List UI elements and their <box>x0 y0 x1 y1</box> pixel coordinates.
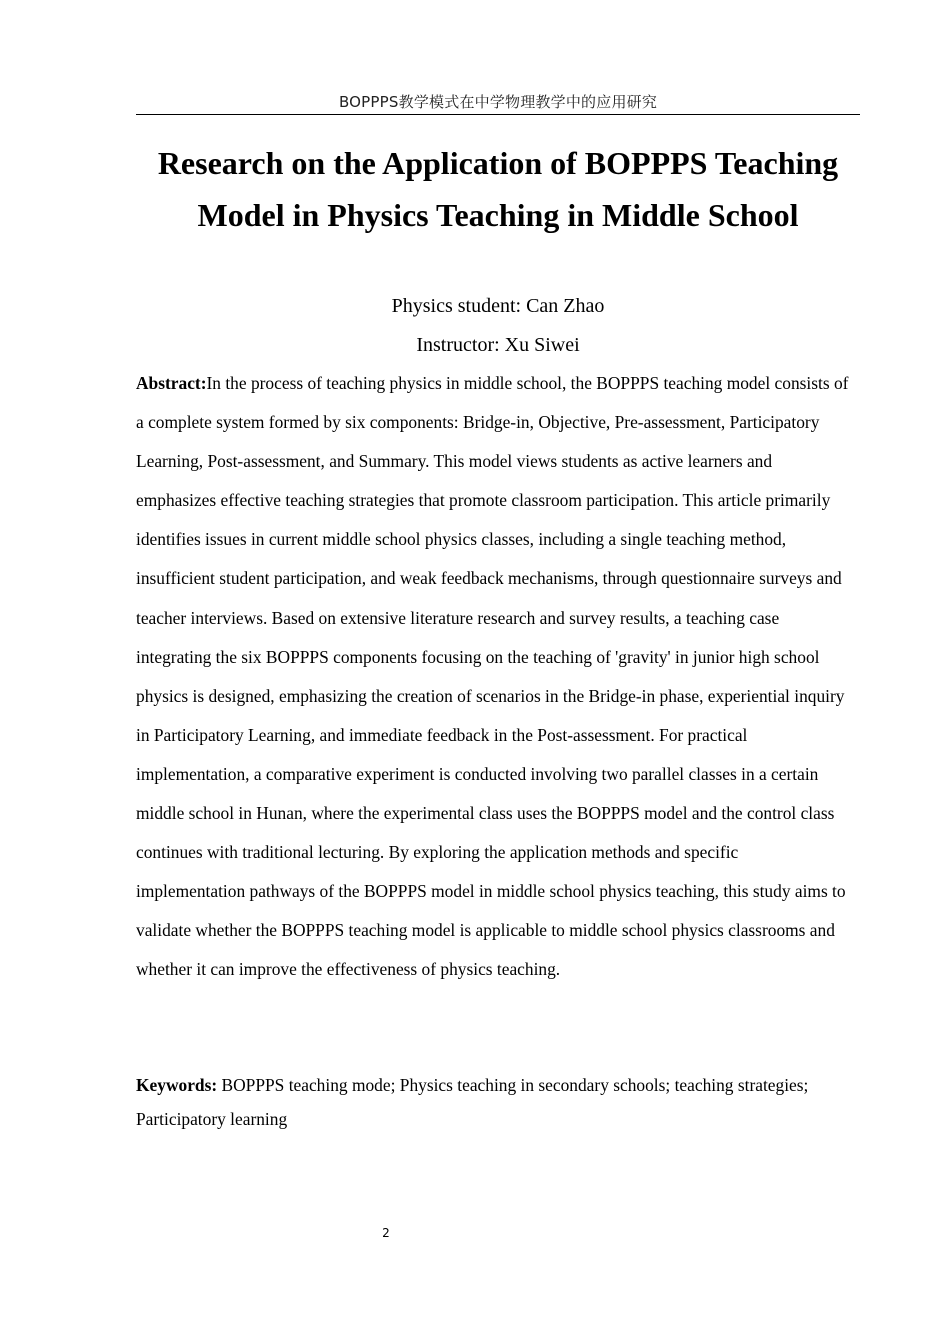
page-number: 2 <box>382 1226 390 1240</box>
abstract-paragraph <box>136 364 850 990</box>
keywords-text: BOPPPS teaching mode; Physics teaching in secondary schools; teaching strategies; Participatory learning <box>136 1075 809 1129</box>
keywords-label: Keywords: <box>136 1075 218 1095</box>
running-header: BOPPPS教学模式在中学物理教学中的应用研究 <box>136 92 860 115</box>
paper-title: Research on the Application of BOPPPS Teaching Model in Physics Teaching in Middle School <box>157 145 839 233</box>
instructor-byline: Instructor: Xu Siwei <box>416 334 580 356</box>
abstract-text: In the process of teaching physics in middle school, the BOPPPS teaching model consists of a complete system formed by six components: Bridge-in, Objective, Pre-assessment, Participatory Learning, Post-assessment, and Summary. This model views students as active learners and emphasizes effective teaching strategies that promote classroom participation. This article primarily identifies issues in current middle school physics classes, including a single teaching method, insufficient student participation, and weak feedback mechanisms, through questionnaire surveys and teacher interviews. Based on extensive literature research and survey results, a teaching case integrating the six BOPPPS components focusing on the teaching of 'gravity' in junior high school physics is designed, emphasizing the creation of scenarios in the Bridge-in phase, experiential inquiry in Participatory Learning, and immediate feedback in the Post-assessment. For practical implementation, a comparative experiment is conducted involving two parallel classes in a certain middle school in Hunan, where the experimental class uses the BOPPPS model and the control class continues with traditional lecturing. By exploring the application methods and specific implementation pathways of the BOPPPS model in middle school physics teaching, this study aims to validate whether the BOPPPS teaching model is applicable to middle school physics classrooms and whether it can improve the effectiveness of physics teaching. <box>136 373 849 980</box>
student-byline: Physics student: Can Zhao <box>391 295 605 317</box>
abstract-label: Abstract: <box>136 373 207 393</box>
keywords-paragraph <box>136 1068 850 1136</box>
